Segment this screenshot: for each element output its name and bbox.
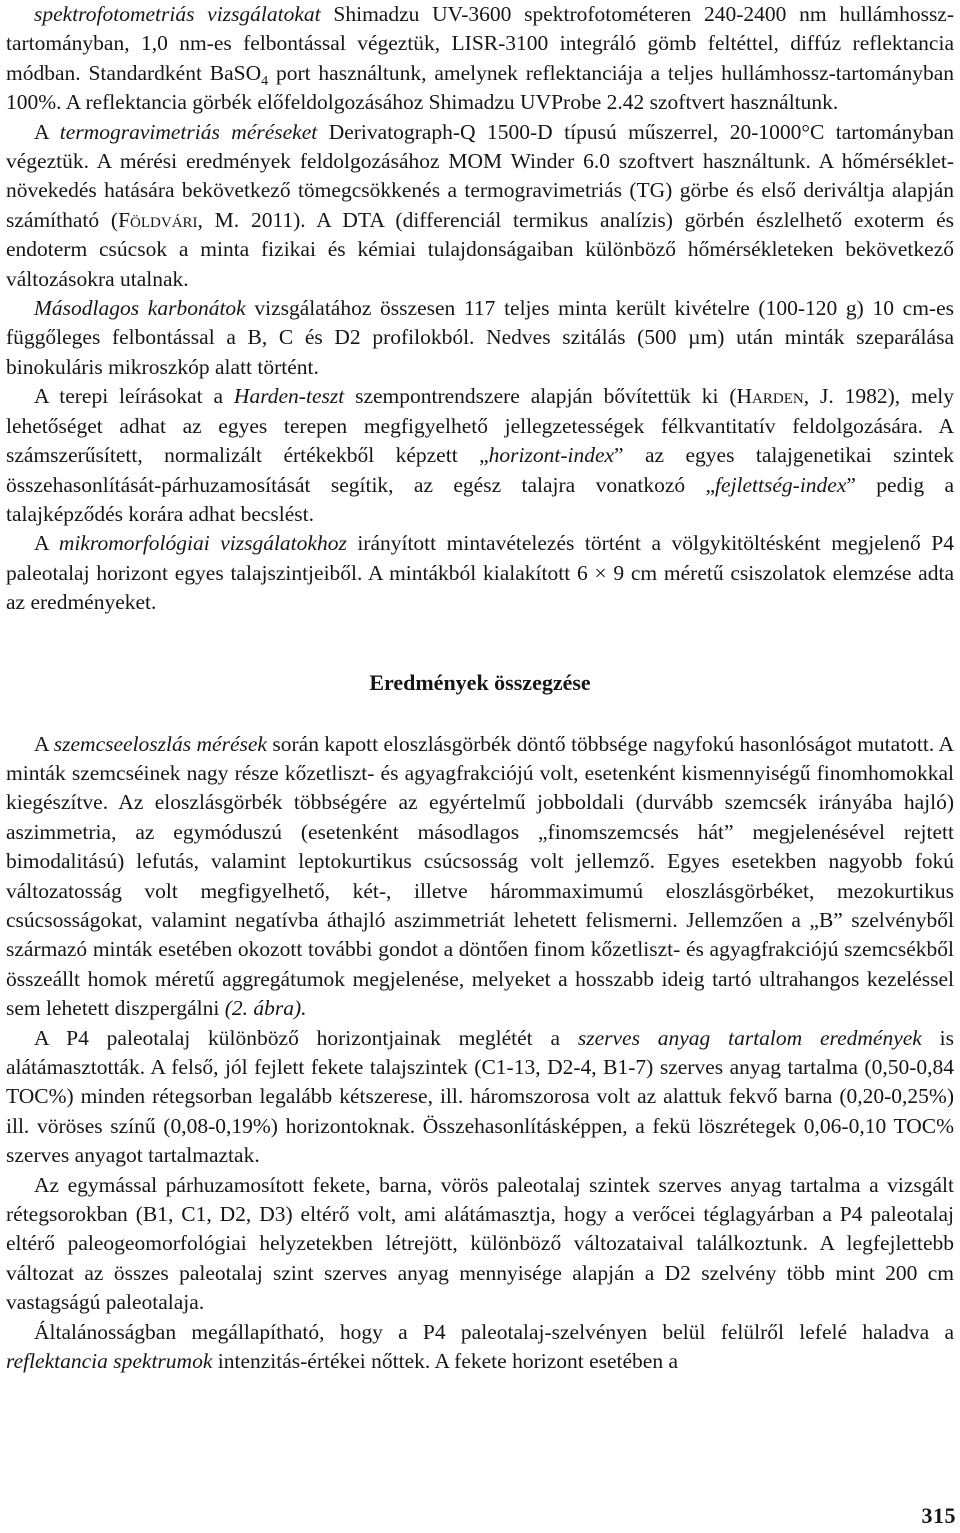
methods-paragraph-carbonates: Másodlagos karbonátok vizsgálatához összesen 117 teljes minta került kivételre (100-120 g) 10 cm-es függőleges felbontással a B, C és D2 profilokból. Nedves szitálás (500 µm) után minták szeparálása binokuláris mikroszkóp alatt történt. [6, 296, 954, 379]
results-paragraph-organic-matter: A P4 paleotalaj különböző horizontjainak meglétét a szerves anyag tartalom eredmények is alátámasztották. A felső, jól fejlett fekete talajszintek (C1-13, D2-4, B1-7) szerves anyag tartalma (0,50-0,84 TOC%) minden rétegsorban legalább kétszerese, ill. háromszorosa volt az alattuk fekvő barna (0,20-0,25%) ill. vöröses színű (0,08-0,19%) horizontoknak. Összehasonlításképpen, a fekü löszrétegek 0,06-0,10 TOC% szerves anyagot tartalmaztak. [6, 1025, 955, 1168]
citation-author: Földvári [118, 207, 198, 232]
results-paragraph-grain-size: A szemcseeloszlás mérések során kapott eloszlásgörbék döntő többsége nagyfokú hasonlóságot mutatott. A minták szemcséinek nagy része kőzetliszt- és agyagfrakciójú volt, esetenként kismennyiségű finomhomokkal kiegészítve. Az eloszlásgörbék többségére az egyértelmű jobboldali (durvább szemcsék irányába hajló) aszimmetria, az egymóduszú (esetenként másodlagos „finomszemcsés hát” megjelenésével rejtett bimodalitású) lefutás, valamint leptokurtikus csúcsosság volt jellemző. Egyes esetekben nagyobb fokú változatosság volt megfigyelhető, két-, illetve hárommaximumú eloszlásgörbéket, mezokurtikus csúcsosságokat, valamint negatívba áthajló aszimmetriát lehetett felismerni. Jellemzően a „B” szelvényből származó minták esetében okozott további gondot a döntően finom kőzetliszt- és agyagfrakciójú szemcsékből összeállt homok méretű aggregátumok megjelenése, melyeket a hosszabb ideig tartó ultrahangos kezeléssel sem lehetett diszpergálni (2. ábra). [6, 731, 955, 1021]
section-heading: Eredmények összegzése [369, 669, 591, 695]
term-horizon-index: horizont-index [488, 443, 615, 468]
term-micromorphology: mikromorfológiai vizsgálatokhoz [58, 531, 347, 556]
methods-paragraph-harden-test: A terepi leírásokat a Harden-teszt szempontrendszere alapján bővítettük ki (Harden, J. 1982), mely lehetőséget adhat az egyes terepen megfigyelhető jellegzetességek félkvantitatív feldolgozására. A számszerűsített, normalizált értékekből képzett „horizont-index” az egyes talajgenetikai szintek összehasonlítását-párhuzamosítását segítik, az egész talajra vonatkozó „fejlettség-index” pedig a talajképződés korára adhat becslést. [6, 384, 954, 526]
methods-paragraph-micromorphology: A mikromorfológiai vizsgálatokhoz irányított mintavételezés történt a völgykitöltésként megjelenő P4 paleotalaj horizont egyes talajszintjeiből. A mintákból kialakított 6 × 9 cm méretű csiszolatok elemzése adta az eredményeket. [6, 531, 954, 615]
term-carbonates: Másodlagos karbonátok [34, 296, 246, 321]
term-development-index: fejlettség-index [715, 472, 847, 497]
term-reflectance-spectra: reflektancia spektrumok [6, 1349, 213, 1374]
methods-paragraph-spectrophotometry: spektrofotometriás vizsgálatokat Shimadzu UV-3600 spektrofotométeren 240-2400 nm hullámhossz-tartományban, 1,0 nm-es felbontással végeztük, LISR-3100 integráló gömb feltéttel, diffúz reflektancia módban. Standardként BaSO$_4$ port használtunk, amelynek reflektanciája a teljes hullámhossz-tartományban 100%. A reflektancia görbék előfeldolgozásához Shimadzu UVProbe 2.42 szoftvert használtunk. [6, 2, 955, 115]
results-paragraph-reflectance: Általánosságban megállapítható, hogy a P4 paleotalaj-szelvényen belül felülről lefelé haladva a reflektancia spektrumok intenzitás-értékei nőttek. A fekete horizont esetében a [6, 1319, 954, 1374]
term-harden-test: Harden-teszt [233, 384, 345, 409]
term-organic-matter: szerves anyag tartalom eredmények [577, 1025, 922, 1050]
term-spectrophotometry: spektrofotometriás vizsgálatokat [34, 2, 321, 26]
page-number: 315 [921, 1503, 956, 1528]
methods-paragraph-thermogravimetry: A termogravimetriás méréseket Derivatograph-Q 1500-D típusú műszerrel, 20-1000°C tartományban végeztük. A mérési eredmények feldolgozásához MOM Winder 6.0 szoftvert használtunk. A hőmérséklet-növekedés hatására bekövetkező tömegcsökkenés a termogravimetriás (TG) görbe és első deriváltja alapján számítható (Földvári, M. 2011). A DTA (differenciál termikus analízis) görbén észlelhető exoterm és endoterm csúcsok a minta fizikai és kémiai tulajdonságaiban különböző hőmérsékleteken bekövetkező változásokra utalnak. [6, 119, 954, 291]
figure-reference: (2. ábra). [224, 996, 307, 1021]
page-body [6, 0, 954, 1376]
results-paragraph-paleosol-variants: Az egymással párhuzamosított fekete, barna, vörös paleotalaj szintek szerves anyag tartalma a vizsgált rétegsorokban (B1, C1, D2, D3) eltérő volt, ami alátámasztja, hogy a verőcei téglagyárban a P4 paleotalaj eltérő paleogeomorfológiai helyzetekben létrejött, különböző változataival találkoztunk. A legfejlettebb változat az összes paleotalaj szint szerves anyag mennyisége alapján a D2 szelvény több mint 200 cm vastagságú paleotalaja. [6, 1172, 954, 1315]
term-thermogravimetry: termogravimetriás méréseket [59, 119, 318, 144]
citation-author: Harden [736, 384, 804, 409]
term-grain-size: szemcseeloszlás mérések [53, 731, 267, 756]
